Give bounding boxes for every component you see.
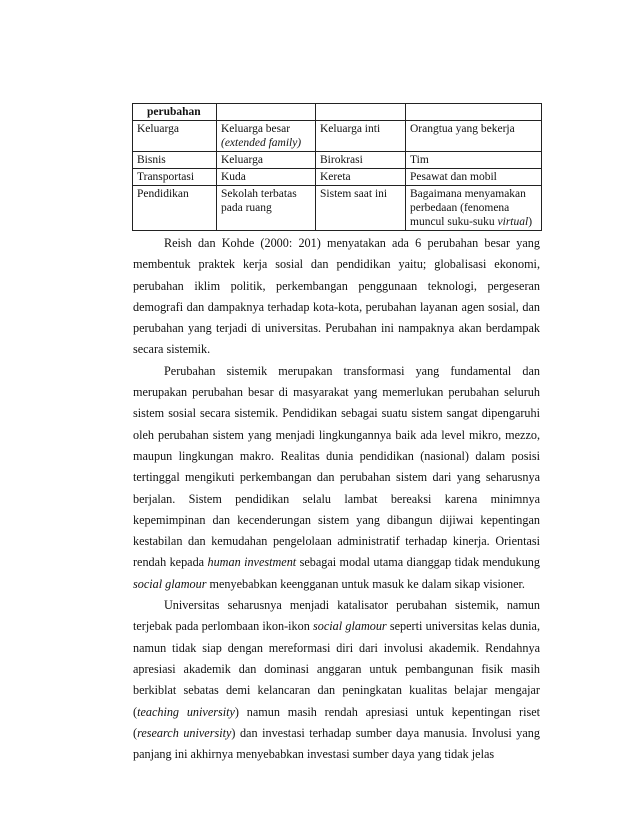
table-row [133,152,542,169]
table-cell: Kereta [316,169,406,186]
table-cell: Sekolah terbatas pada ruang [217,186,316,231]
table-cell [217,104,316,121]
paragraph-text: Reish dan Kohde (2000: 201) menyatakan ada 6 perubahan besar yang membentuk praktek kerja sosial dan pendidikan yaitu; globalisasi ekonomi, perubahan iklim politik, perkembangan penggunaan teknologi, pergeseran demografi dan dampaknya terhadap kota-kota, perubahan layanan agen sosial, dan perubahan yang terjadi di universitas. Perubahan ini nampaknya akan berdampak secara sistemik. [133,236,540,357]
table-cell: Tim [406,152,542,169]
cell-text: Bagaimana menyamakan perbedaan (fenomena muncul suku-suku [410,188,526,228]
table-cell [217,121,316,152]
table-row [133,169,542,186]
table-cell: Bisnis [133,152,217,169]
paragraph-text: menyebabkan keengganan untuk masuk ke dalam sikap visioner. [209,576,525,591]
italic-term: social glamour [133,576,207,591]
table-cell: Keluarga [217,152,316,169]
comparison-table [132,103,542,231]
paragraph-text: sebagai modal utama dianggap tidak mendukung [299,555,540,570]
italic-term: research university [137,725,232,740]
paragraph [133,233,540,361]
cell-text: Keluarga besar [221,123,291,135]
table-cell: Pendidikan [133,186,217,231]
table-cell [316,104,406,121]
table-cell: Orangtua yang bekerja [406,121,542,152]
table-cell: Keluarga inti [316,121,406,152]
paragraph-text: seperti universitas kelas dunia, namun tidak siap dengan mereformasi diri dari involusi akademik. Rendahnya apresiasi akademik dan dominasi anggaran untuk pembangunan fisik masih berkiblat sebatas demi kelancaran dan peningkatan kualitas belajar mengajar ( [133,619,541,719]
table-cell: Kuda [217,169,316,186]
paragraph-text: Perubahan sistemik merupakan transformasi yang fundamental dan merupakan perubahan besar di masyarakat yang memerlukan perubahan seluruh sistem sosial secara sistemik. Pendidikan sebagai suatu sistem sangat dipengaruhi oleh perubahan sistem yang menjadi lingkungannya baik ada level mikro, mezzo, maupun lingkungan makro. Realitas dunia pendidikan (nasional) dalam posisi tertinggal mengikuti perkembangan dan perubahan sistem dari yang seharusnya berjalan. Sistem pendidikan selalu lambat bereaksi karena minimnya kepemimpinan dan kecenderungan sistem yang dibangun dijiwai kepentingan kestabilan dan kemudahan pengelolaan administratif terhadap kinerja. Orientasi rendah kepada [133,363,540,570]
paragraph-text: Universitas seharusnya menjadi katalisator perubahan sistemik, namun terjebak pada perlombaan ikon-ikon [133,598,540,634]
table-row [133,186,542,231]
italic-term: teaching university [137,704,235,719]
paragraph [133,595,540,765]
paragraph-text: ) namun masih rendah apresiasi untuk kepentingan riset ( [133,704,540,740]
table-cell: Transportasi [133,169,217,186]
cell-italic-text: virtual [497,216,529,228]
italic-term: social glamour [313,619,387,634]
table-cell [406,186,542,231]
table-cell: Keluarga [133,121,217,152]
italic-term: human investment [207,555,297,570]
cell-text: ) [528,216,533,228]
body-text [133,233,540,765]
table-cell: Sistem saat ini [316,186,406,231]
cell-italic-text: (extended family) [221,137,302,149]
table-cell: Pesawat dan mobil [406,169,542,186]
paragraph [133,361,540,595]
table-cell: Birokrasi [316,152,406,169]
table-cell: perubahan [133,104,217,121]
table-cell [406,104,542,121]
table-row [133,121,542,152]
table-row [133,104,542,121]
paragraph-text: ) dan investasi terhadap sumber daya manusia. Involusi yang panjang ini akhirnya menyebabkan investasi sumber daya yang tidak jelas [133,725,540,762]
